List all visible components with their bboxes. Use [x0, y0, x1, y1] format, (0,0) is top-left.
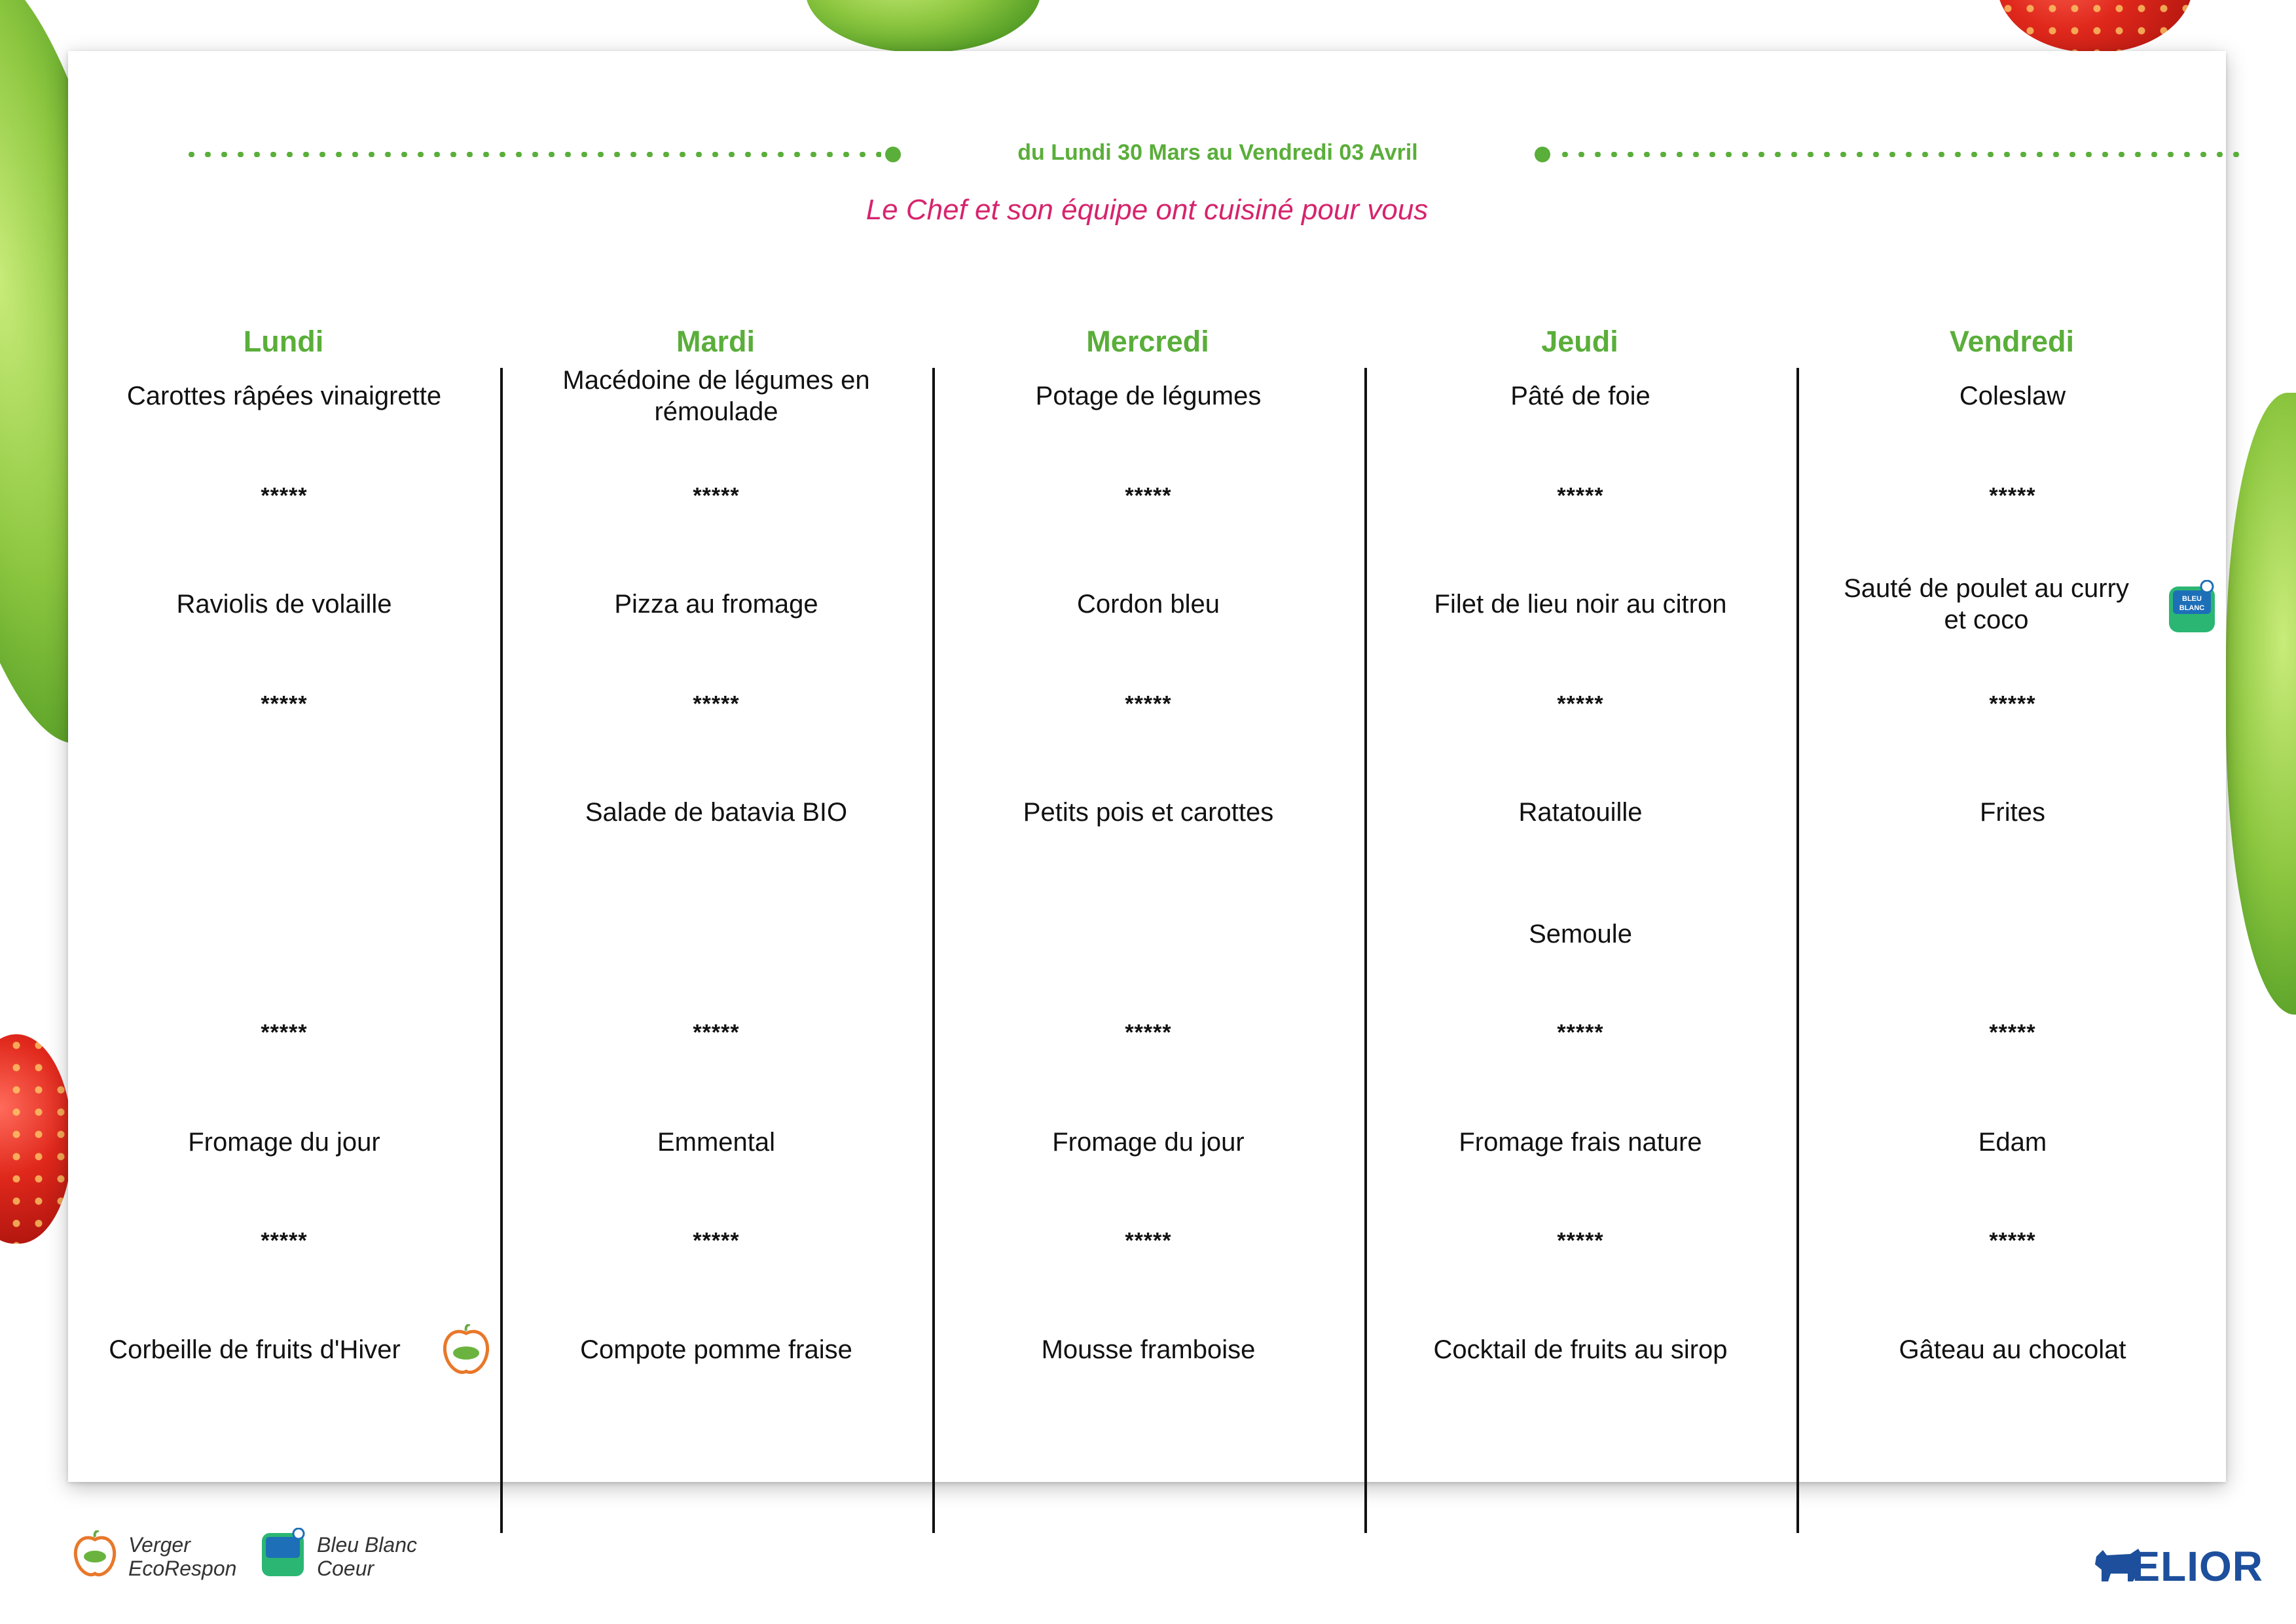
separator: ***** [261, 691, 308, 717]
menu-entree: Macédoine de légumes en rémoulade [562, 366, 870, 426]
dotted-rule-left [183, 149, 901, 160]
svg-text:BLANC: BLANC [2179, 604, 2205, 612]
separator: ***** [1125, 1228, 1172, 1254]
menu-fromage: Fromage du jour [1052, 1128, 1245, 1157]
legend-verger-icon [73, 1530, 117, 1578]
dotted-rule-right [1535, 149, 2248, 160]
separator: ***** [693, 1228, 740, 1254]
lettuce-decoration-top [805, 0, 1041, 52]
strawberry-decoration-top-right [1997, 0, 2193, 52]
separator: ***** [1989, 1228, 2036, 1254]
separator: ***** [261, 1020, 308, 1045]
legend-bleu-blanc-coeur-label: Bleu Blanc Coeur [317, 1533, 417, 1580]
separator: ***** [1125, 691, 1172, 717]
menu-entree: Pâté de foie [1510, 382, 1650, 410]
menu-entree: Coleslaw [1959, 382, 2066, 410]
separator: ***** [1125, 483, 1172, 509]
column-divider [1364, 368, 1367, 1533]
legend-verger-label: Verger EcoRespon [128, 1533, 237, 1580]
separator: ***** [693, 691, 740, 717]
menu-fromage: Emmental [657, 1128, 776, 1157]
menu-accompagnement-2: Semoule [1529, 920, 1632, 948]
separator: ***** [1557, 483, 1604, 509]
menu-fromage: Fromage du jour [188, 1128, 380, 1157]
menu-accompagnement: Salade de batavia BIO [585, 798, 848, 827]
bleu-blanc-coeur-icon [2166, 580, 2217, 636]
separator: ***** [693, 1020, 740, 1045]
separator: ***** [1989, 691, 2036, 717]
separator: ***** [1557, 1020, 1604, 1045]
day-header-mardi: Mardi [676, 325, 755, 358]
svg-text:BLEU: BLEU [2182, 595, 2202, 603]
menu-fromage: Fromage frais nature [1459, 1128, 1702, 1157]
verger-ecoresponsable-icon [441, 1324, 491, 1377]
date-range: du Lundi 30 Mars au Vendredi 03 Avril [1017, 140, 1418, 165]
menu-accompagnement: Frites [1980, 798, 2045, 827]
separator: ***** [1557, 1228, 1604, 1254]
lettuce-decoration-right [2226, 393, 2296, 1015]
page-subtitle: Le Chef et son équipe ont cuisiné pour vous [866, 194, 1429, 226]
menu-accompagnement: Ratatouille [1518, 798, 1643, 827]
menu-dessert: Corbeille de fruits d'Hiver [109, 1335, 401, 1364]
elior-logo: ELIOR [2132, 1543, 2263, 1590]
separator: ***** [1989, 1020, 2036, 1045]
strawberry-decoration-left [0, 1034, 72, 1244]
menu-plat: Filet de lieu noir au citron [1434, 590, 1727, 619]
column-divider [1796, 368, 1799, 1533]
separator: ***** [1989, 483, 2036, 509]
menu-dessert: Compote pomme fraise [580, 1335, 852, 1364]
day-header-lundi: Lundi [243, 325, 324, 358]
day-header-vendredi: Vendredi [1949, 325, 2075, 358]
legend-bleu-blanc-coeur-icon [261, 1528, 306, 1579]
menu-plat: Cordon bleu [1077, 590, 1220, 619]
menu-fromage: Edam [1978, 1128, 2047, 1157]
separator: ***** [1557, 691, 1604, 717]
column-divider [500, 368, 503, 1533]
menu-dessert: Gâteau au chocolat [1899, 1335, 2126, 1364]
menu-plat: Raviolis de volaille [176, 590, 392, 619]
menu-dessert: Mousse framboise [1041, 1335, 1256, 1364]
day-header-jeudi: Jeudi [1541, 325, 1618, 358]
menu-entree: Carottes râpées vinaigrette [126, 382, 442, 410]
menu-accompagnement: Petits pois et carottes [1023, 798, 1274, 827]
menu-sheet [68, 51, 2226, 1482]
menu-plat: Sauté de poulet au curry et coco [1844, 574, 2129, 634]
menu-dessert: Cocktail de fruits au sirop [1433, 1335, 1728, 1364]
separator: ***** [693, 483, 740, 509]
menu-plat: Pizza au fromage [614, 590, 818, 619]
day-header-mercredi: Mercredi [1086, 325, 1209, 358]
menu-entree: Potage de légumes [1035, 382, 1262, 410]
column-divider [932, 368, 935, 1533]
separator: ***** [1125, 1020, 1172, 1045]
separator: ***** [261, 483, 308, 509]
separator: ***** [261, 1228, 308, 1254]
